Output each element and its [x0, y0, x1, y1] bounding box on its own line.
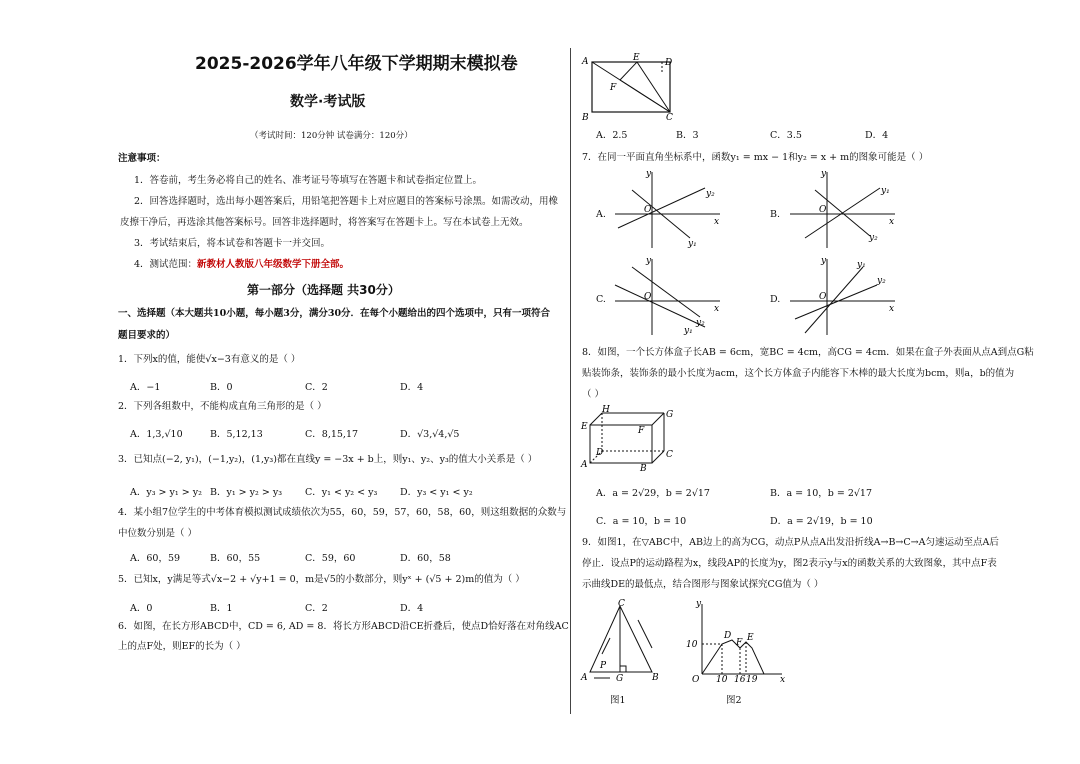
- q3-stem: 3．已知点(−2, y₁)，(−1,y₂)，(1,y₃)都在直线y = −3x + b上，则y₁、y₂、y₃的值大小关系是（ ）: [118, 454, 538, 465]
- axis-label: O: [819, 292, 827, 302]
- axis-label: y: [646, 169, 652, 179]
- q9-fig2-label-e: E: [747, 633, 754, 643]
- q8-label-d: D: [596, 448, 604, 458]
- q8-stem: 贴装饰条，装饰条的最小长度为acm，这个长方体盒子内能容下木棒的最大长度为bcm，则a，b的值为: [582, 368, 1015, 379]
- q9-fig2-tick: 10: [686, 640, 698, 650]
- q9-fig1-label-b: B: [652, 673, 659, 682]
- q1-option-c[interactable]: C．2: [305, 382, 328, 393]
- note-item: 1．答卷前，考生务必将自己的姓名、准考证号等填写在答题卡和试卷指定位置上。: [134, 175, 483, 186]
- q8-option-c[interactable]: C．a = 10，b = 10: [596, 516, 687, 527]
- q9-fig2-tick: 10: [716, 675, 728, 682]
- note-item: 2．回答选择题时，选出每小题答案后，用铅笔把答题卡上对应题目的答案标号涂黑。如需改动，用橡: [134, 196, 559, 207]
- part1-intro: 题目要求的）: [118, 330, 176, 341]
- q9-figure-2: [680, 598, 790, 682]
- q9-figure-1: [580, 598, 670, 682]
- q9-fig1-label-g: G: [616, 674, 624, 682]
- q6-option-d[interactable]: D．4: [865, 130, 889, 141]
- q6-stem: 6．如图，在长方形ABCD中，CD = 6, AD = 8．将长方形ABCD沿CE折叠后，使点D恰好落在对角线AC: [118, 621, 569, 632]
- q8-label-b: B: [640, 464, 647, 473]
- q7-option-d[interactable]: D.: [770, 294, 781, 305]
- q4-stem: 中位数分别是（ ）: [118, 528, 198, 539]
- note-scope-value: 新教材人教版八年级数学下册全部。: [197, 259, 350, 270]
- q9-fig2-caption: 图2: [726, 695, 742, 706]
- q2-option-d[interactable]: D．√3,√4,√5: [400, 429, 460, 440]
- axis-label: O: [644, 292, 652, 302]
- q2-option-a[interactable]: A．1,3,√10: [130, 429, 183, 440]
- q6-label-a: A: [582, 57, 589, 67]
- q5-stem: 5．已知x，y满足等式√x−2 + √y+1 = 0，m是√5的小数部分，则yˣ + (√5 + 2)m的值为（ ）: [118, 574, 525, 585]
- part1-heading: 第一部分（选择题 共30分）: [247, 283, 400, 297]
- axis-label: y: [821, 256, 827, 266]
- axis-label: x: [889, 217, 895, 227]
- q3-option-c[interactable]: C．y₁ < y₂ < y₃: [305, 487, 378, 498]
- series-label: y₁: [857, 260, 866, 270]
- q1-stem: 1．下列x的值，能使√x−3有意义的是（ ）: [118, 354, 301, 365]
- axis-label: x: [714, 304, 720, 314]
- q6-label-f: F: [610, 83, 617, 93]
- q9-fig1-label-c: C: [618, 599, 625, 609]
- q7-option-a[interactable]: A.: [596, 209, 606, 220]
- axis-label: O: [819, 205, 827, 215]
- q9-fig2-axis-x: x: [780, 675, 786, 682]
- axis-label: x: [889, 304, 895, 314]
- q7-stem: 7．在同一平面直角坐标系中，函数y₁ = mx − 1和y₂ = x + m的图象可能是（ ）: [582, 152, 929, 163]
- q9-stem: 停止．设点P的运动路程为x，线段AP的长度为y，图2表示y与x的函数关系的大致图象，其中点F表: [582, 558, 997, 569]
- q6-label-c: C: [666, 113, 673, 122]
- q8-label-a: A: [581, 460, 588, 470]
- q8-label-c: C: [666, 450, 673, 460]
- q5-option-a[interactable]: A．0: [130, 603, 153, 614]
- note-scope-label: 4．测试范围：: [134, 259, 198, 270]
- q9-fig2-tick: 19: [746, 675, 758, 682]
- column-divider: [570, 48, 571, 714]
- q7-graph-b: [785, 168, 905, 250]
- series-label: y₂: [696, 318, 705, 328]
- q6-option-b[interactable]: B．3: [676, 130, 699, 141]
- q2-option-c[interactable]: C．8,15,17: [305, 429, 359, 440]
- q4-option-d[interactable]: D．60，58: [400, 553, 451, 564]
- q9-fig1-caption: 图1: [610, 695, 626, 706]
- q5-option-c[interactable]: C．2: [305, 603, 328, 614]
- part1-intro: 一、选择题（本大题共10小题，每小题3分，满分30分．在每个小题给出的四个选项中，只有一项符合: [118, 308, 551, 319]
- note-item: [134, 259, 349, 271]
- q8-label-f: F: [638, 426, 645, 436]
- q6-label-e: E: [633, 53, 640, 63]
- q8-option-a[interactable]: A．a = 2√29，b = 2√17: [596, 488, 710, 499]
- q7-graph-d: [785, 255, 905, 337]
- q6-option-c[interactable]: C．3.5: [770, 130, 802, 141]
- axis-label: y: [646, 256, 652, 266]
- q9-fig2-tick: 16: [734, 675, 746, 682]
- note-item: 3．考试结束后，将本试卷和答题卡一并交回。: [134, 238, 331, 249]
- q8-option-d[interactable]: D．a = 2√19，b = 10: [770, 516, 873, 527]
- series-label: y₁: [684, 326, 693, 336]
- note-item: 皮擦干净后，再选涂其他答案标号。回答非选择题时，将答案写在答题卡上。写在本试卷上无效。: [120, 217, 529, 228]
- q2-option-b[interactable]: B．5,12,13: [210, 429, 263, 440]
- series-label: y₂: [869, 233, 878, 243]
- series-label: y₂: [877, 276, 886, 286]
- q9-fig2-label-f: F: [736, 638, 743, 648]
- q8-label-h: H: [602, 405, 610, 415]
- q4-option-b[interactable]: B．60，55: [210, 553, 261, 564]
- axis-label: O: [644, 205, 652, 215]
- exam-title: 2025-2026学年八年级下学期期末模拟卷: [195, 54, 518, 74]
- q4-stem: 4．某小组7位学生的中考体育模拟测试成绩依次为55，60，59，57，60，58，60，则这组数据的众数与: [118, 507, 567, 518]
- q4-option-c[interactable]: C．59，60: [305, 553, 356, 564]
- q7-option-b[interactable]: B.: [770, 209, 781, 220]
- q8-stem: 8．如图，一个长方体盒子长AB = 6cm，宽BC = 4cm，高CG = 4cm．如果在盒子外表面从点A到点G粘: [582, 347, 1034, 358]
- series-label: y₁: [688, 239, 697, 249]
- series-label: y₂: [706, 189, 715, 199]
- q7-graph-c: [610, 255, 730, 337]
- q1-option-d[interactable]: D．4: [400, 382, 424, 393]
- axis-label: y: [821, 169, 827, 179]
- exam-subtitle: 数学·考试版: [290, 94, 366, 110]
- q1-option-b[interactable]: B．0: [210, 382, 233, 393]
- q3-option-a[interactable]: A．y₃ > y₁ > y₂: [130, 487, 202, 498]
- q9-fig1-label-p: P: [600, 661, 607, 671]
- q8-label-e: E: [581, 422, 588, 432]
- notes-heading: 注意事项：: [118, 153, 166, 164]
- right-column: [580, 0, 1034, 764]
- q6-figure: [580, 50, 680, 122]
- q2-stem: 2．下列各组数中，不能构成直角三角形的是（ ）: [118, 401, 327, 412]
- q6-stem: 上的点F处，则EF的长为（ ）: [118, 641, 246, 652]
- left-column: [110, 0, 569, 764]
- series-label: y₁: [881, 186, 890, 196]
- q9-stem: 示曲线DE的最低点，结合图形与图象试探究CG值为（ ）: [582, 579, 824, 590]
- q6-label-d: D: [665, 58, 673, 68]
- q1-option-a[interactable]: A．−1: [130, 382, 161, 393]
- q5-option-d[interactable]: D．4: [400, 603, 424, 614]
- q9-fig1-label-a: A: [581, 673, 588, 682]
- q9-fig2-origin: O: [692, 675, 700, 682]
- q3-option-b[interactable]: B．y₁ > y₂ > y₃: [210, 487, 283, 498]
- q6-option-a[interactable]: A．2.5: [596, 130, 628, 141]
- q8-stem: （ ）: [582, 389, 605, 400]
- q6-label-b: B: [582, 113, 589, 122]
- q5-option-b[interactable]: B．1: [210, 603, 233, 614]
- q9-fig2-label-d: D: [724, 631, 732, 641]
- q8-option-b[interactable]: B．a = 10，b = 2√17: [770, 488, 872, 499]
- q9-stem: 9．如图1，在▽ABC中，AB边上的高为CG，动点P从点A出发沿折线A→B→C→A匀速运动至点A后: [582, 537, 999, 548]
- q7-option-c[interactable]: C.: [596, 294, 606, 305]
- q8-label-g: G: [666, 410, 674, 420]
- q4-option-a[interactable]: A．60，59: [130, 553, 181, 564]
- q7-graph-a: [610, 168, 730, 250]
- q3-option-d[interactable]: D．y₃ < y₁ < y₂: [400, 487, 473, 498]
- exam-info: （考试时间：120分钟 试卷满分：120分）: [250, 131, 413, 141]
- q8-box-figure: [580, 405, 680, 473]
- q9-fig2-axis-y: y: [696, 599, 702, 609]
- axis-label: x: [714, 217, 720, 227]
